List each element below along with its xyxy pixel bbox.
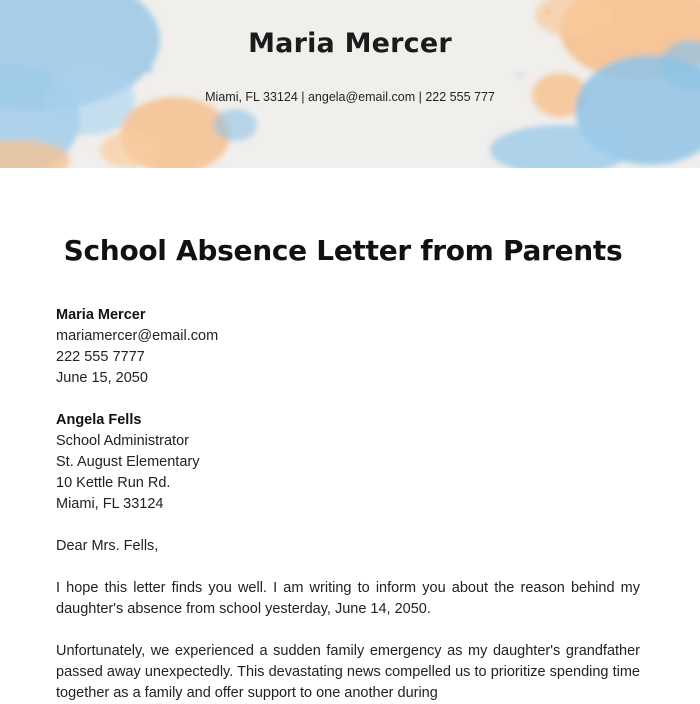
salutation: Dear Mrs. Fells, (56, 538, 159, 554)
letterhead (0, 0, 700, 168)
sender-block (56, 305, 640, 389)
letter-body (56, 305, 640, 704)
recipient-city: Miami, FL 33124 (56, 496, 164, 512)
letter-date: June 15, 2050 (56, 370, 148, 386)
sender-email: mariamercer@email.com (56, 328, 219, 344)
recipient-role: School Administrator (56, 433, 189, 449)
watercolor-background (0, 0, 700, 168)
sender-name: Maria Mercer (56, 307, 146, 323)
recipient-school: St. August Elementary (56, 454, 200, 470)
recipient-name: Angela Fells (56, 412, 142, 428)
paragraph-2: Unfortunately, we experienced a sudden family emergency as my daughter's grandfather passed away unexpectedly. This devastating news compelled us to prioritize spending time together as a family and offer support to one another during (56, 643, 640, 701)
recipient-street: 10 Kettle Run Rd. (56, 475, 171, 491)
paragraph-1: I hope this letter finds you well. I am writing to inform you about the reason behind my daughter's absence from school yesterday, June 14, 2050. (56, 580, 640, 617)
sender-phone: 222 555 7777 (56, 349, 145, 365)
recipient-block (56, 410, 640, 515)
page-title: School Absence Letter from Parents (63, 234, 623, 267)
letterhead-contact: Miami, FL 33124 | angela@email.com | 222 555 777 (205, 90, 495, 104)
letterhead-name: Maria Mercer (248, 28, 452, 59)
